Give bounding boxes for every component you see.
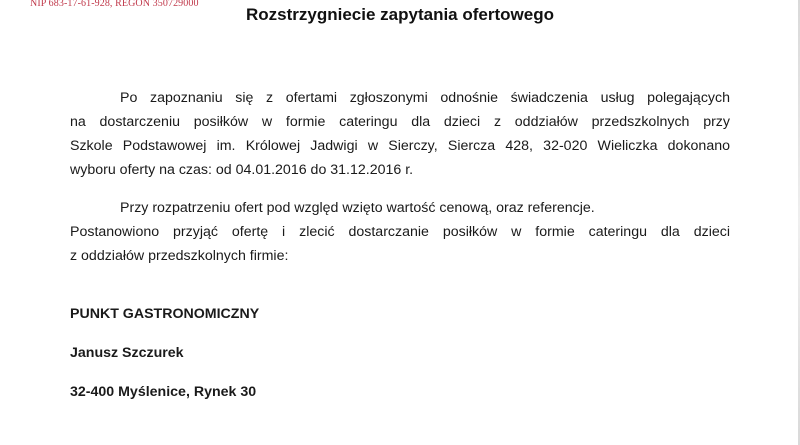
paragraph-line: Postanowiono przyjąć ofertę i zlecić dostarczanie posiłków w formie cateringu dla dzieci xyxy=(70,224,730,240)
paragraph-line: z oddziałów przedszkolnych firmie: xyxy=(70,248,289,264)
paragraph-line: Przy rozpatrzeniu ofert pod względ wzięto wartość cenową, oraz referencje. xyxy=(120,200,595,216)
paragraph-criteria xyxy=(70,196,730,268)
company-stamp: NIP 683-17-61-928, REGON 350729000 xyxy=(30,0,199,9)
company-owner: Janusz Szczurek xyxy=(70,345,184,361)
paragraph-line: wyboru oferty na czas: od 04.01.2016 do 31.12.2016 r. xyxy=(70,162,414,178)
paragraph-line: Po zapoznaniu się z ofertami zgłoszonymi odnośnie świadczenia usług polegających xyxy=(120,90,730,106)
paragraph-decision xyxy=(70,86,730,182)
paragraph-line: na dostarczeniu posiłków w formie cateringu dla dzieci z oddziałów przedszkolnych przy xyxy=(70,114,730,130)
company-address: 32-400 Myślenice, Rynek 30 xyxy=(70,384,257,400)
document-title: Rozstrzygniecie zapytania ofertowego xyxy=(246,5,554,24)
paragraph-line: Szkole Podstawowej im. Królowej Jadwigi w Sierczy, Siercza 428, 32-020 Wieliczka dokonano xyxy=(70,138,730,154)
company-name: PUNKT GASTRONOMICZNY xyxy=(70,306,260,322)
